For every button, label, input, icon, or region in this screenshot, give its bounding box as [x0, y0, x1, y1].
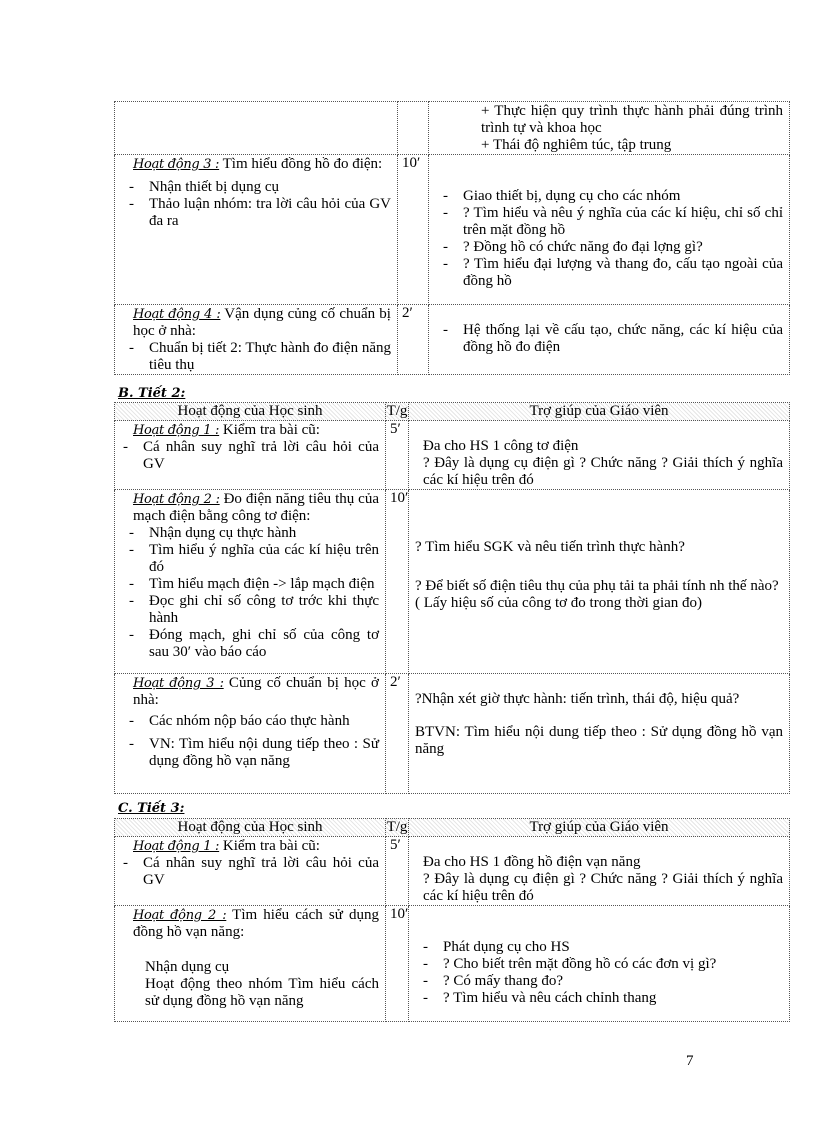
teacher-cell	[429, 305, 790, 375]
list-item: - Giao thiết bị, dụng cụ cho các nhóm	[435, 188, 783, 205]
student-list	[121, 179, 391, 230]
list-item: - Tìm hiểu ý nghĩa của các kí hiệu trên đó	[121, 542, 379, 576]
list-item: - VN: Tìm hiểu nội dung tiếp theo : Sử dụng đồng hồ vạn năng	[121, 736, 379, 770]
teacher-line: BTVN: Tìm hiểu nội dung tiếp theo : Sử dụng đồng hồ vạn năng	[415, 724, 783, 757]
list-item: - ? Cho biết trên mặt đồng hồ có các đơn vị gì?	[415, 956, 783, 973]
activity-label: Hoạt động 3 :	[133, 676, 224, 691]
section-heading-b: B. Tiết 2:	[118, 386, 186, 401]
teacher-line: ?Nhận xét giờ thực hành: tiến trình, thái độ, hiệu quả?	[415, 691, 740, 707]
student-cell	[115, 155, 398, 305]
activity-label: Hoạt động 2 :	[133, 492, 220, 507]
student-cell	[115, 906, 386, 1022]
activity-table-2	[114, 402, 790, 794]
activity-label: Hoạt động 2 :	[133, 908, 227, 923]
header-time: T/g	[386, 819, 408, 835]
time-cell: 2′	[386, 674, 409, 794]
list-item: - Phát dụng cụ cho HS	[415, 939, 783, 956]
list-item: - ? Có mấy thang đo?	[415, 973, 783, 990]
time-cell: 10′	[386, 490, 409, 674]
plain-line: Nhận dụng cụ	[145, 959, 230, 975]
table-row	[115, 490, 790, 674]
list-item: - Nhận thiết bị dụng cụ	[121, 179, 391, 196]
teacher-line: ? Để biết số điện tiêu thụ của phụ tải ta phải tính nh thế nào?	[415, 578, 779, 594]
list-item: - ? Tìm hiểu và nêu cách chỉnh thang	[415, 990, 783, 1007]
teacher-line: ? Đây là dụng cụ điện gì ? Chức năng ? Giải thích ý nghĩa các kí hiệu trên đó	[423, 871, 783, 904]
teacher-line: ? Tìm hiểu SGK và nêu tiến trình thực hành?	[415, 539, 685, 555]
list-item: - Tìm hiểu mạch điện -> lắp mạch điện	[121, 576, 379, 593]
list-item: - Hệ thống lại về cấu tạo, chức năng, các kí hiệu của đồng hồ đo điện	[435, 322, 783, 356]
activity-table-1	[114, 101, 790, 375]
activity-title: Kiểm tra bài cũ:	[219, 422, 320, 438]
time-cell: 10′	[398, 155, 429, 305]
activity-table-3	[114, 818, 790, 1022]
header-time: T/g	[386, 403, 408, 419]
list-item: - ? Tìm hiểu và nêu ý nghĩa của các kí hiệu, chỉ số chỉ trên mặt đồng hồ	[435, 205, 783, 239]
list-item: - Chuẩn bị tiết 2: Thực hành đo điện năng tiêu thụ	[121, 340, 391, 374]
plain-line: Hoạt động theo nhóm Tìm hiểu cách sử dụng đồng hồ vạn năng	[145, 976, 379, 1009]
header-teacher: Trợ giúp của Giáo viên	[409, 819, 790, 837]
table-row	[115, 837, 790, 906]
teacher-line: ? Đây là dụng cụ điện gì ? Chức năng ? Giải thích ý nghĩa các kí hiệu trên đó	[423, 455, 783, 488]
student-cell	[115, 674, 386, 794]
list-item: - Đóng mạch, ghi chỉ số của công tơ sau 30′ vào báo cáo	[121, 627, 379, 661]
list-item: - ? Đồng hồ có chức năng đo đại lợng gì?	[435, 239, 783, 256]
list-item: - ? Tìm hiểu đại lượng và thang đo, cấu tạo ngoài của đồng hồ	[435, 256, 783, 290]
table-row	[115, 421, 790, 490]
activity-label: Hoạt động 4 :	[133, 307, 221, 322]
list-item: - Các nhóm nộp báo cáo thực hành	[121, 713, 379, 730]
activity-title: Tìm hiểu cách sử dụng đồng hồ vạn năng:	[133, 907, 379, 940]
note-line: + Thực hiện quy trình thực hành phải đúng trình trình tự và khoa học	[481, 103, 783, 136]
table-header	[115, 819, 790, 837]
list-item: - Thảo luận nhóm: tra lời câu hỏi của GV đa ra	[121, 196, 391, 230]
note-line: + Thái độ nghiêm túc, tập trung	[481, 137, 672, 153]
teacher-line: Đa cho HS 1 công tơ điện	[423, 438, 579, 454]
header-student: Hoạt động của Học sinh	[115, 403, 386, 421]
activity-label: Hoạt động 1 :	[133, 423, 220, 438]
table-header	[115, 403, 790, 421]
teacher-line: ( Lấy hiệu số của công tơ đo trong thời gian đo)	[415, 595, 703, 611]
table-row	[115, 906, 790, 1022]
table-row	[115, 674, 790, 794]
activity-title: Đo điện năng tiêu thụ của mạch điện bằng công tơ điện:	[133, 491, 379, 524]
table-row	[115, 155, 790, 305]
activity-label: Hoạt động 1 :	[133, 839, 220, 854]
list-item: - Đọc ghi chỉ số công tơ trớc khi thực hành	[121, 593, 379, 627]
teacher-cell	[409, 490, 790, 674]
time-cell: 10′	[386, 906, 409, 1022]
activity-title: Kiểm tra bài cũ:	[219, 838, 320, 854]
teacher-cell	[409, 906, 790, 1022]
table-row	[115, 305, 790, 375]
student-cell	[115, 421, 386, 490]
teacher-cell	[409, 674, 790, 794]
list-item: - Cá nhân suy nghĩ trả lời câu hỏi của GV	[115, 439, 379, 473]
table-row	[115, 102, 790, 155]
activity-label: Hoạt động 3 :	[133, 157, 220, 172]
list-item: - Nhận dụng cụ thực hành	[121, 525, 379, 542]
page-number: 7	[686, 1053, 694, 1069]
header-teacher: Trợ giúp của Giáo viên	[409, 403, 790, 421]
time-cell: 5′	[386, 421, 409, 490]
teacher-cell	[409, 837, 790, 906]
teacher-cell	[409, 421, 790, 490]
time-cell: 5′	[386, 837, 409, 906]
activity-title: Củng cố chuẩn bị học ở nhà:	[133, 675, 379, 708]
teacher-cell	[429, 155, 790, 305]
activity-title: Tìm hiểu đồng hồ đo điện:	[219, 156, 383, 172]
list-item: - Cá nhân suy nghĩ trả lời câu hỏi của GV	[115, 855, 379, 889]
student-cell	[115, 837, 386, 906]
activity-title: Vận dụng củng cố chuẩn bị học ở nhà:	[133, 306, 391, 339]
teacher-line: Đa cho HS 1 đồng hồ điện vạn năng	[423, 854, 641, 870]
teacher-cell	[429, 102, 790, 155]
section-heading-c: C. Tiết 3:	[118, 801, 185, 816]
header-student: Hoạt động của Học sinh	[115, 819, 386, 837]
student-cell	[115, 305, 398, 375]
time-cell: 2′	[398, 305, 429, 375]
student-cell	[115, 490, 386, 674]
